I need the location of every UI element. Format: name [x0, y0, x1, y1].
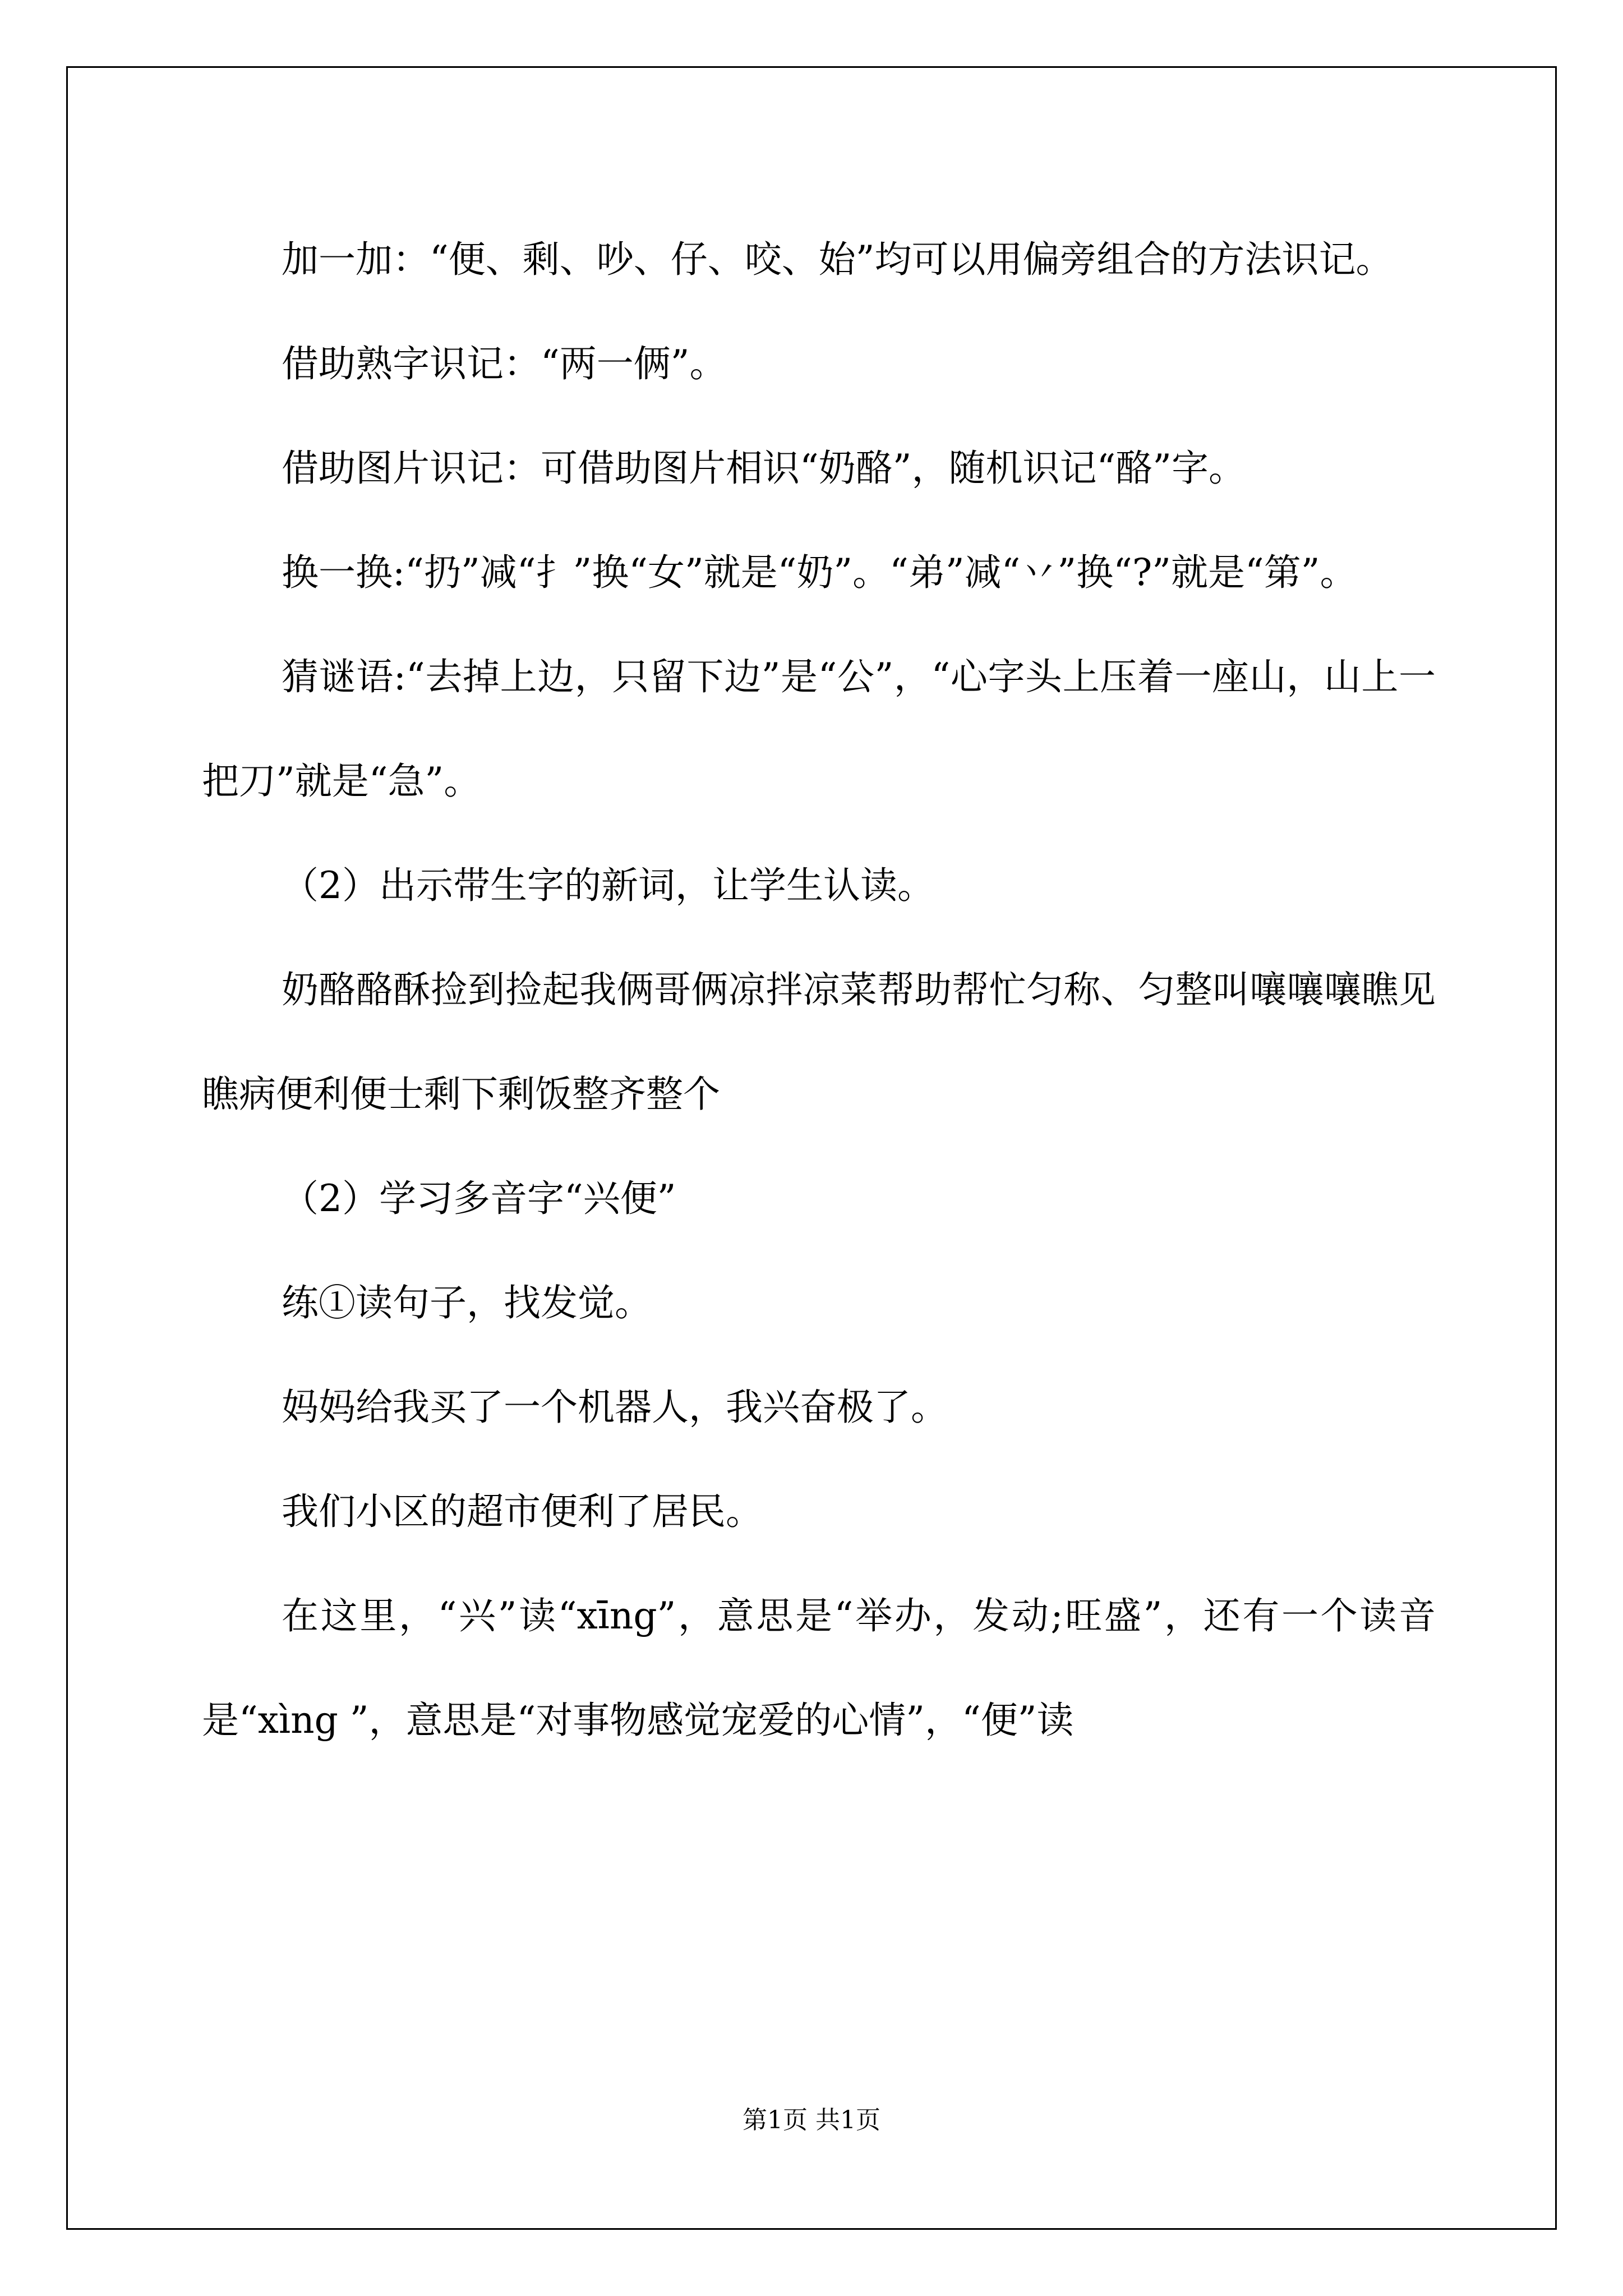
paragraph: （2）出示带生字的新词，让学生认读。 — [282, 864, 934, 907]
paragraph: 借助熟字识记：“两一俩”。 — [282, 342, 727, 385]
paragraph: 借助图片识记：可借助图片相识“奶酪”，随机识记“酪”字。 — [282, 447, 1246, 490]
paragraph: 在这里，“兴”读“xīng”，意思是“举办，发动;旺盛”，还有一个读音是“xìng ”，意思是“对事物感觉宠爱的心情”，“便”读 — [202, 1594, 1436, 1742]
document-body — [202, 208, 1436, 1773]
paragraph: 妈妈给我买了一个机器人，我兴奋极了。 — [282, 1386, 948, 1429]
paragraph: 换一换:“扔”减“扌”换“女”就是“奶”。“弟”减“丷”换“?”就是“第”。 — [282, 551, 1357, 594]
paragraph: 猜谜语:“去掉上边，只留下边”是“公”，“心字头上压着一座山，山上一把刀”就是“急”。 — [202, 655, 1436, 803]
paragraph: 奶酪酪酥捡到捡起我俩哥俩凉拌凉菜帮助帮忙匀称、匀整叫嚷嚷嚷瞧见瞧病便利便士剩下剩饭整齐整个 — [202, 968, 1436, 1116]
page-footer: 第1页 共1页 — [743, 2106, 880, 2134]
paragraph: 我们小区的超市便利了居民。 — [282, 1490, 763, 1533]
paragraph: （2）学习多音字“兴便” — [282, 1177, 676, 1220]
paragraph: 加一加：“便、剩、吵、仔、咬、始”均可以用偏旁组合的方法识记。 — [282, 238, 1393, 281]
paragraph: 练①读句子，找发觉。 — [282, 1281, 652, 1324]
